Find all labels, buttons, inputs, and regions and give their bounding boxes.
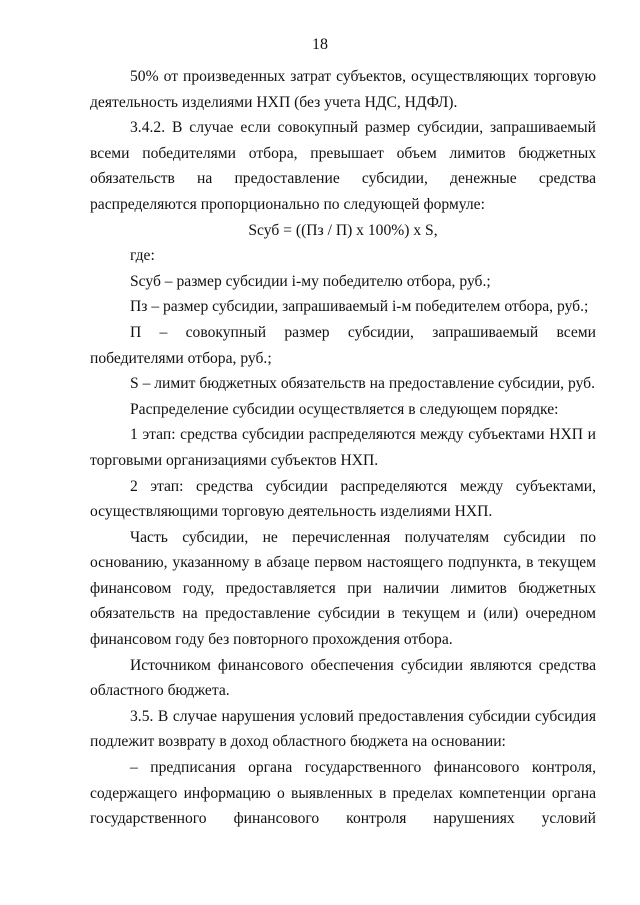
paragraph-where: где: (130, 247, 155, 265)
paragraph-definition-pz: Пз – размер субсидии, запрашиваемый i-м победителем отбора, руб.; (130, 298, 589, 316)
paragraph-distribution-order: Распределение субсидии осуществляется в следующем порядке: (130, 400, 559, 418)
paragraph-definition-s: S – лимит бюджетных обязательств на предоставление субсидии, руб. (130, 375, 595, 393)
paragraph-prescription: – предписания органа государственного финансового контроля, содержащего информацию о выявленных в пределах компетенции органа государственного финансового контроля нарушениях условий (90, 759, 596, 828)
paragraph-funding-source: Источником финансового обеспечения субсидии являются средства областного бюджета. (90, 656, 596, 700)
paragraph-stage-1: 1 этап: средства субсидии распределяются между субъектами НХП и торговыми организациями субъектов НХП. (90, 426, 596, 469)
paragraph-clause-3-5: 3.5. В случае нарушения условий предоставления субсидии субсидия подлежит возврату в доход областного бюджета на основании: (90, 707, 596, 751)
paragraph-continuation: 50% от произведенных затрат субъектов, осуществляющих торговую деятельность изделиями НХП (без учета НДС, НДФЛ). (90, 68, 596, 111)
paragraph-stage-2: 2 этап: средства субсидии распределяются между субъектами, осуществляющими торговую деятельность изделиями НХП. (90, 477, 596, 521)
paragraph-definition-p: П – совокупный размер субсидии, запрашиваемый всеми победителями отбора, руб.; (90, 323, 596, 367)
page-number: 18 (312, 36, 328, 53)
paragraph-clause-3-4-2: 3.4.2. В случае если совокупный размер субсидии, запрашиваемый всеми победителями отбора, превышает объем лимитов бюджетных обязательств на предоставление субсидии, денежные средства распределяются пропорционально по следующей формуле: (90, 119, 596, 213)
paragraph-definition-ssub: Sсуб – размер субсидии i-му победителю отбора, руб.; (130, 272, 491, 290)
paragraph-unpaid-part: Часть субсидии, не перечисленная получателям субсидии по основанию, указанному в абзаце первом настоящего подпункта, в текущем финансовом году, предоставляется при наличии лимитов бюджетных обязательств на предоставление субсидии в текущем и (или) очередном финансовом году без повторного прохождения отбора. (90, 528, 596, 649)
formula: Sсуб = ((Пз / П) х 100%) х S, (248, 221, 438, 239)
document-body (90, 64, 596, 832)
